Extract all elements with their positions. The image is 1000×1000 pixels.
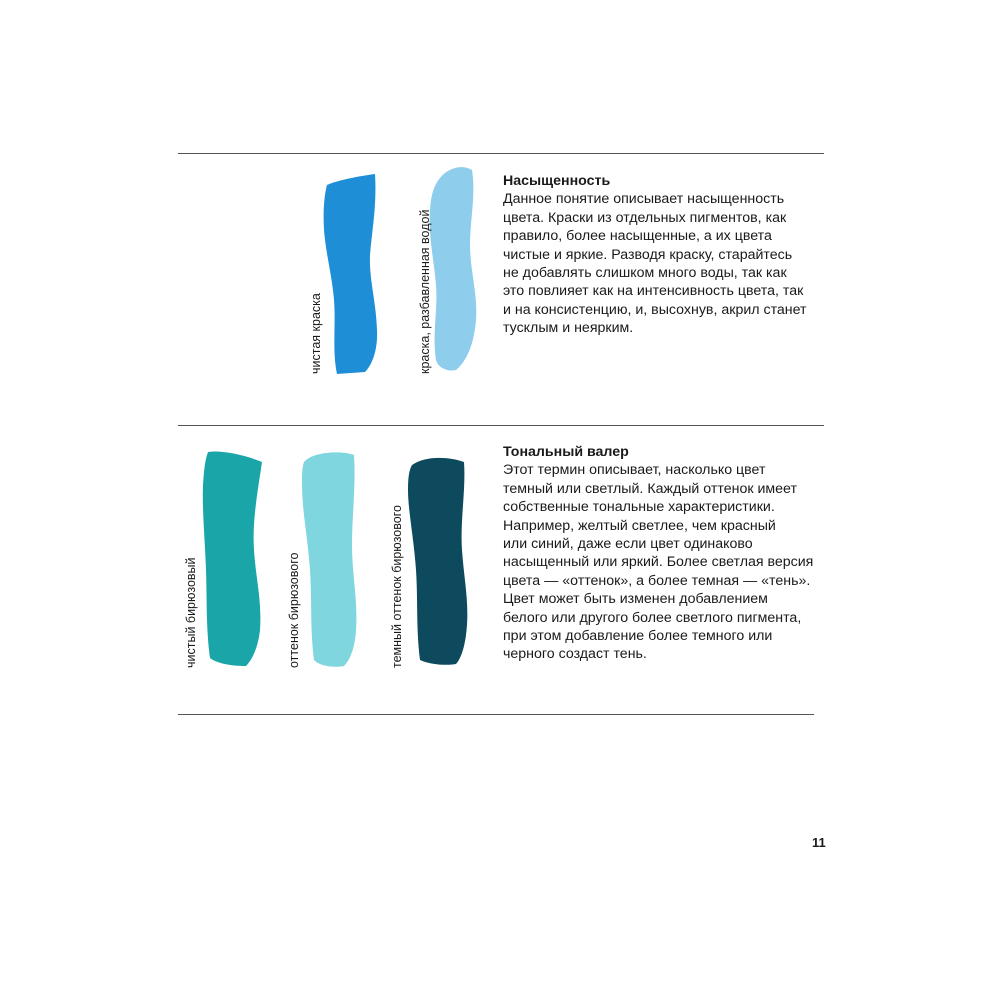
tonal-line: Например, желтый светлее, чем красный [503, 517, 776, 534]
saturation-line: правило, более насыщенные, а их цвета [503, 228, 772, 245]
page-number: 11 [812, 835, 826, 850]
tonal-line: Этот термин описывает, насколько цвет [503, 462, 766, 479]
saturation-section [503, 172, 833, 338]
pure-turquoise-swatch [203, 452, 262, 666]
tint-turquoise-swatch [302, 452, 356, 666]
tonal-line: черного создаст тень. [503, 646, 647, 663]
tonal-line: при этом добавление более темного или [503, 628, 773, 645]
saturation-heading: Насыщенность [503, 173, 611, 189]
label-shade-turquoise: темный оттенок бирюзового [390, 505, 404, 668]
saturation-line: не добавлять слишком много воды, так как [503, 265, 787, 282]
tonal-line: темный или светлый. Каждый оттенок имеет [503, 480, 797, 497]
tonal-line: собственные тональные характеристики. [503, 499, 775, 516]
pure-paint-swatch [324, 174, 377, 374]
tonal-line: Цвет может быть изменен добавлением [503, 591, 768, 608]
label-pure-paint: чистая краска [309, 293, 323, 374]
tonal-value-section [503, 443, 833, 664]
diluted-paint-swatch [430, 167, 477, 370]
saturation-line: тусклым и неярким. [503, 320, 634, 337]
shade-turquoise-swatch [408, 458, 467, 665]
saturation-line: цвета. Краски из отдельных пигментов, как [503, 209, 787, 226]
tonal-line: белого или другого более светлого пигмента, [503, 609, 802, 626]
label-diluted-paint: краска, разбавленная водой [418, 209, 432, 374]
saturation-line: чистые и яркие. Разводя краску, старайтесь [503, 246, 793, 263]
tonal-line: или синий, даже если цвет одинаково [503, 536, 753, 553]
tonal-line: цвета — «оттенок», а более темная — «тень». [503, 572, 811, 589]
saturation-line: Данное понятие описывает насыщенность [503, 191, 785, 208]
saturation-line: это повлияет как на интенсивность цвета, так [503, 283, 804, 300]
label-tint-turquoise: оттенок бирюзового [287, 552, 301, 668]
tonal-value-heading: Тональный валер [503, 444, 629, 460]
saturation-line: и на консистенцию, и, высохнув, акрил станет [503, 301, 807, 318]
tonal-line: насыщенный или яркий. Более светлая версия [503, 554, 814, 571]
label-pure-turquoise: чистый бирюзовый [184, 557, 198, 668]
